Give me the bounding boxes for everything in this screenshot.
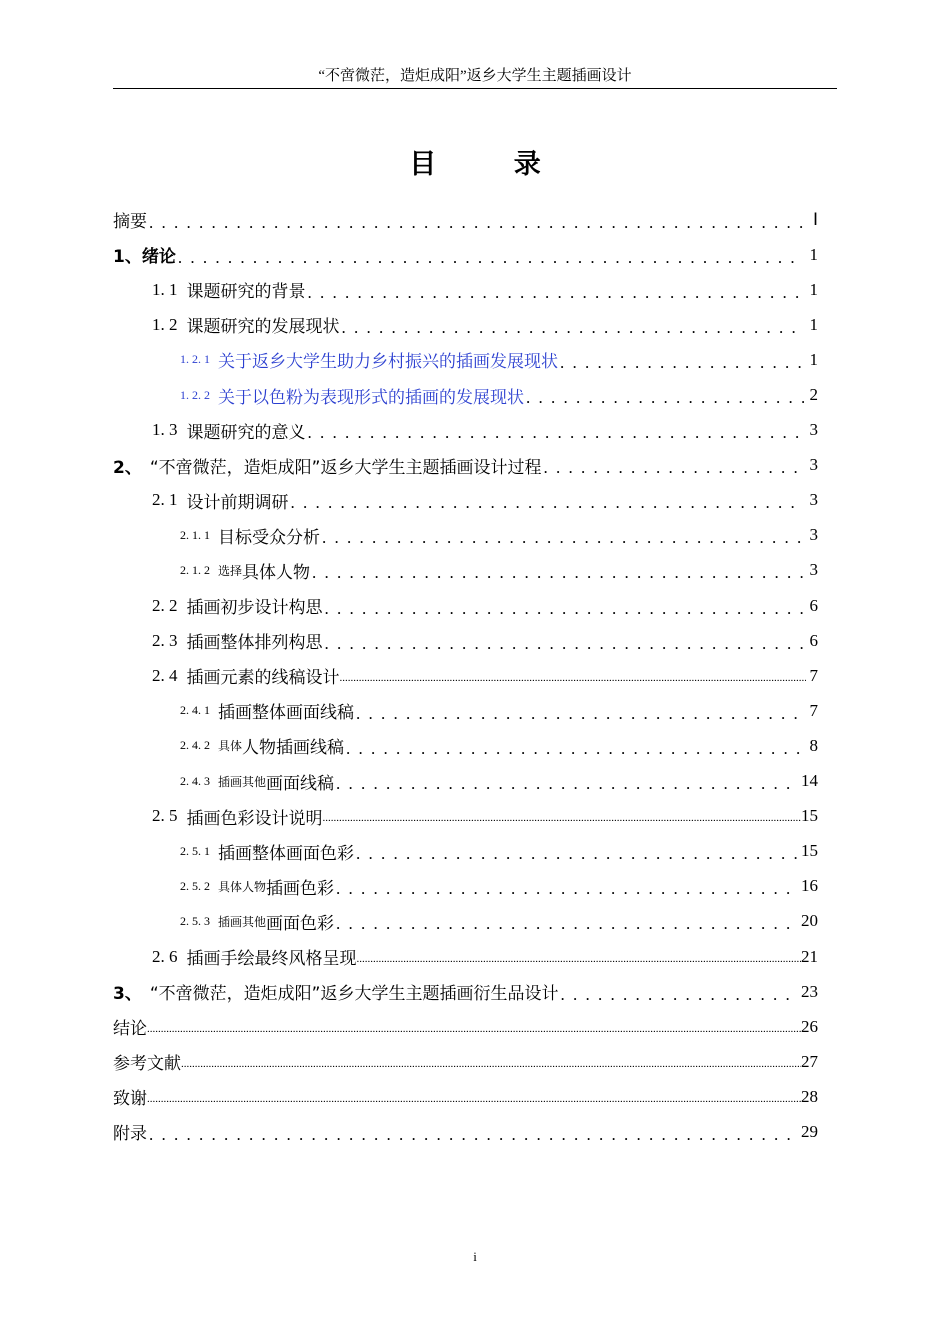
toc-entry-number: 2. 1. 2 [180, 562, 210, 577]
toc-entry-number: 2. 1 [152, 490, 178, 510]
toc-entry-1-2[interactable] [113, 307, 818, 342]
toc-entry-page: 15 [801, 841, 818, 861]
toc-entry-page: 23 [801, 981, 818, 1001]
leader-dots [147, 1093, 801, 1105]
toc-entry-2-1-2[interactable] [113, 553, 818, 588]
leader-dots [322, 528, 804, 548]
toc-entry-number: 2、 [113, 457, 142, 478]
toc-entry-label: 附录 [113, 1124, 147, 1145]
toc-entry-2-5-3[interactable] [113, 904, 818, 939]
leader-dots [178, 248, 804, 268]
toc-entry-2-4-1[interactable] [113, 693, 818, 728]
leader-dots [526, 388, 804, 408]
toc-entry-page: 28 [801, 1086, 818, 1106]
leader-dots [336, 914, 799, 934]
toc-entry-page: 6 [809, 630, 818, 650]
toc-entry-2-4-2[interactable] [113, 728, 818, 763]
leader-dots [181, 1058, 801, 1070]
toc-entry-prefix: 选择 [218, 563, 243, 578]
leader-dots [325, 634, 805, 654]
toc-entry-label: 课题研究的背景 [186, 282, 306, 302]
toc-entry-ch3[interactable] [113, 974, 818, 1009]
toc-entry-label: 插画手绘最终风格呈现 [186, 949, 357, 969]
leader-dots [357, 953, 802, 965]
leader-dots [346, 739, 804, 759]
toc-entry-label: 插画初步设计构思 [186, 598, 323, 618]
toc-entry-label: 画面色彩 [266, 913, 335, 933]
toc-entry-2-4[interactable] [113, 658, 818, 693]
toc-entry-2-2[interactable] [113, 588, 818, 623]
toc-entry-page: 7 [809, 665, 818, 685]
toc-entry-label: 课题研究的意义 [186, 422, 306, 442]
toc-entry-page: 16 [801, 876, 818, 896]
toc-entry-number: 2. 6 [152, 946, 178, 966]
leader-dots [560, 353, 804, 373]
toc-entry-label: 绪论 [141, 247, 176, 268]
toc-entry-label: “不啻微茫，造炬成阳”返乡大学生主题插画衍生品设计 [149, 984, 559, 1005]
toc-entry-label: 插画元素的线稿设计 [186, 668, 340, 688]
toc-entry-number: 3、 [113, 984, 142, 1005]
toc-entry-label: 设计前期调研 [186, 492, 289, 512]
toc-entry-1-2-1[interactable] [113, 342, 818, 377]
toc-entry-page: 27 [801, 1051, 818, 1071]
toc-entry-label: 插画整体画面色彩 [218, 843, 354, 863]
toc-entry-page: 26 [801, 1016, 818, 1036]
toc-entry-number: 2. 4. 2 [180, 738, 210, 753]
toc-entry-page: 20 [801, 911, 818, 931]
toc-entry-prefix: 插画其他 [218, 914, 267, 929]
leader-dots [336, 774, 799, 794]
toc-entry-label: 插画整体排列构思 [186, 633, 323, 653]
toc-entry-2-3[interactable] [113, 623, 818, 658]
toc-entry-label: 关于以色粉为表现形式的插画的发展现状 [218, 387, 524, 407]
leader-dots [147, 1023, 801, 1035]
toc-entry-number: 1、 [113, 247, 142, 268]
leader-dots [356, 844, 799, 864]
toc-entry-page: 8 [809, 735, 818, 755]
toc-entry-number: 2. 5 [152, 806, 178, 826]
toc-entry-ch1[interactable] [113, 237, 818, 272]
toc-entry-page: 1 [809, 314, 818, 334]
toc-entry-appendix[interactable] [113, 1114, 818, 1149]
toc-entry-page: 7 [809, 700, 818, 720]
toc-entry-page: 3 [809, 490, 818, 510]
toc-entry-label: 关于返乡大学生助力乡村振兴的插画发展现状 [218, 352, 558, 372]
toc-entry-number: 1. 3 [152, 420, 178, 440]
toc-entry-label: 目标受众分析 [218, 527, 320, 547]
toc-entry-label: 画面线稿 [266, 773, 335, 793]
toc-entry-2-4-3[interactable] [113, 764, 818, 799]
leader-dots [308, 423, 805, 443]
toc-entry-page: Ⅰ [812, 209, 818, 230]
toc-entry-page: 1 [809, 244, 818, 264]
leader-dots [336, 879, 799, 899]
toc-entry-references[interactable] [113, 1044, 818, 1079]
toc-entry-label: 插画色彩 [266, 878, 335, 898]
toc-entry-page: 29 [801, 1121, 818, 1141]
toc-entry-label: “不啻微茫，造炬成阳”返乡大学生主题插画设计过程 [149, 457, 542, 478]
toc-entry-page: 15 [801, 806, 818, 826]
leader-dots [325, 599, 805, 619]
leader-dots [308, 283, 805, 303]
toc-entry-prefix: 具体 [218, 739, 243, 754]
leader-dots [560, 985, 799, 1005]
toc-entry-page: 3 [809, 525, 818, 545]
leader-dots [342, 318, 805, 338]
running-header: “不啻微茫，造炬成阳”返乡大学生主题插画设计 [318, 68, 632, 84]
toc-entry-number: 2. 3 [152, 630, 178, 650]
toc-entry-number: 2. 5. 1 [180, 843, 210, 858]
toc-entry-label: 插画整体画面线稿 [218, 703, 354, 723]
toc-entry-label: 人物插画线稿 [242, 738, 345, 758]
toc-entry-label: 课题研究的发展现状 [186, 317, 340, 337]
toc-entry-page: 1 [809, 349, 818, 369]
toc-entry-page: 3 [809, 455, 818, 475]
toc-entry-number: 1. 2. 2 [180, 387, 210, 402]
toc-entry-number: 1. 2. 1 [180, 352, 210, 367]
toc-entry-prefix: 插画其他 [218, 774, 267, 789]
toc-entry-2-5-2[interactable] [113, 869, 818, 904]
toc-entry-2-5[interactable] [113, 799, 818, 834]
toc-entry-conclusion[interactable] [113, 1009, 818, 1044]
toc-entry-number: 2. 4 [152, 665, 178, 685]
toc-entry-label: 参考文献 [113, 1054, 181, 1075]
leader-dots [323, 812, 802, 824]
toc-entry-prefix: 具体人物 [218, 879, 267, 894]
leader-dots [356, 704, 804, 724]
toc-entry-label: 具体人物 [242, 562, 311, 582]
toc-entry-number: 2. 1. 1 [180, 527, 210, 542]
toc-entry-number: 2. 5. 2 [180, 878, 210, 893]
toc-entry-2-6[interactable] [113, 939, 818, 974]
toc-entry-2-5-1[interactable] [113, 834, 818, 869]
leader-dots [340, 672, 807, 684]
toc-entry-number: 1. 1 [152, 279, 178, 299]
toc-entry-2-1[interactable] [113, 483, 818, 518]
toc-entry-page: 14 [801, 771, 818, 791]
toc-entry-page: 3 [809, 560, 818, 580]
leader-dots [312, 563, 804, 583]
toc-entry-acknowledgements[interactable] [113, 1079, 818, 1114]
page-number: i [473, 1249, 477, 1264]
toc-entry-1-3[interactable] [113, 413, 818, 448]
toc-title: 目 录 [409, 149, 575, 180]
toc-entry-page: 21 [801, 946, 818, 966]
toc-entry-label: 致谢 [113, 1089, 147, 1110]
toc-entry-number: 1. 2 [152, 314, 178, 334]
toc-entry-label: 摘要 [113, 212, 147, 233]
leader-dots [149, 213, 804, 233]
toc-entry-page: 1 [809, 279, 818, 299]
toc-entry-1-1[interactable] [113, 272, 818, 307]
toc-entry-number: 2. 4. 1 [180, 703, 210, 718]
table-of-contents [113, 202, 818, 1150]
toc-entry-ch2[interactable] [113, 448, 818, 483]
toc-entry-page: 6 [809, 595, 818, 615]
toc-entry-page: 2 [809, 385, 818, 405]
toc-entry-label: 结论 [113, 1019, 147, 1040]
leader-dots [291, 493, 805, 513]
toc-entry-number: 2. 5. 3 [180, 913, 210, 928]
toc-entry-1-2-2[interactable] [113, 377, 818, 412]
toc-entry-page: 3 [809, 420, 818, 440]
toc-entry-abstract[interactable] [113, 202, 818, 237]
header-rule [113, 88, 837, 89]
toc-entry-number: 2. 2 [152, 595, 178, 615]
toc-entry-label: 插画色彩设计说明 [186, 808, 323, 828]
toc-entry-number: 2. 4. 3 [180, 773, 210, 788]
leader-dots [149, 1125, 799, 1145]
leader-dots [543, 458, 804, 478]
toc-entry-2-1-1[interactable] [113, 518, 818, 553]
